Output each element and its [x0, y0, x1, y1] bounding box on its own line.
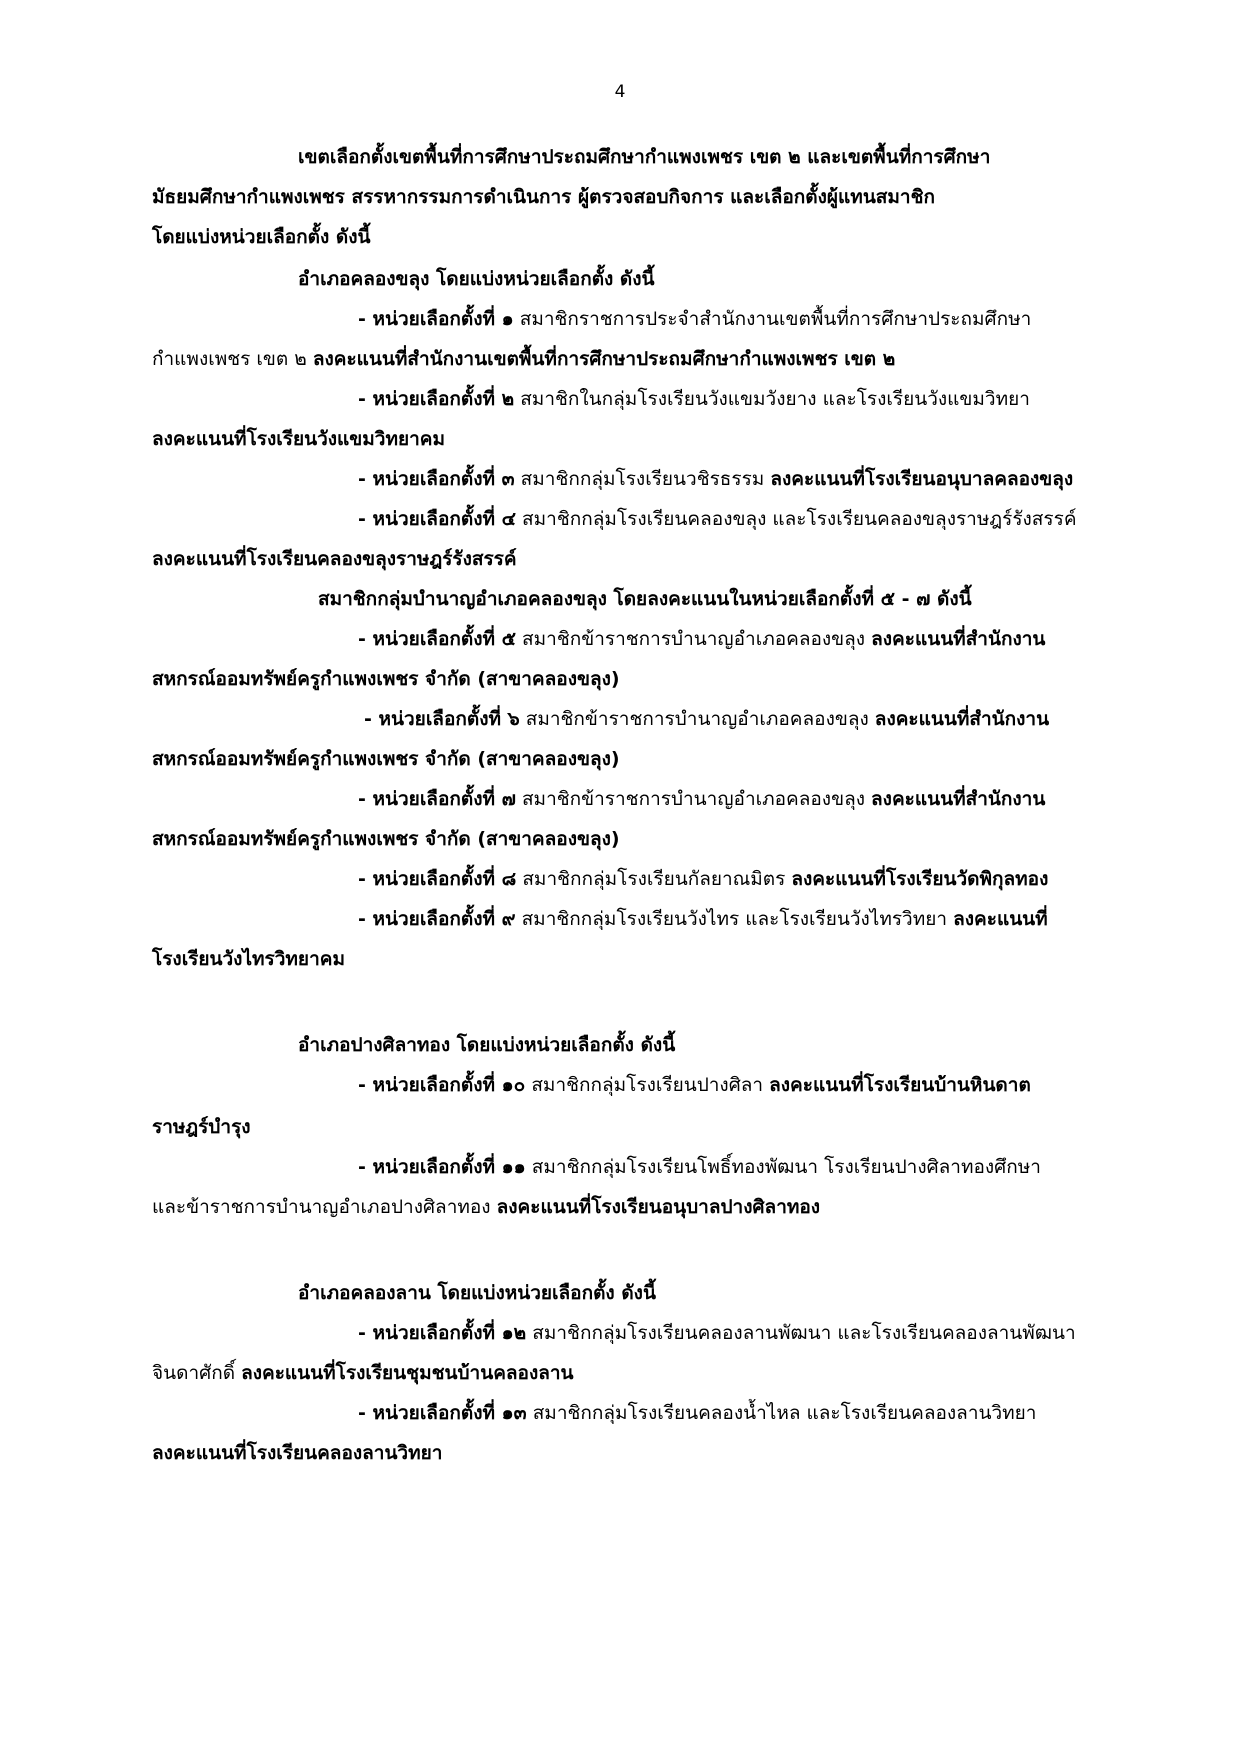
unit-10-location-cont: ราษฎร์บำรุง [152, 1116, 251, 1138]
unit-3-line [358, 464, 1073, 494]
unit-2-text: สมาชิกในกลุ่มโรงเรียนวังแขมวังยาง และโรงเรียนวังแขมวิทยา [514, 388, 1030, 410]
unit-6-location-cont: สหกรณ์ออมทรัพย์ครูกำแพงเพชร จำกัด (สาขาคลองขลุง) [152, 748, 620, 770]
unit-1-location: ลงคะแนนที่สำนักงานเขตพื้นที่การศึกษาประถมศึกษากำแพงเพชร เขต ๒ [312, 348, 896, 370]
unit-7-line [358, 784, 1045, 814]
unit-2-line [358, 384, 1030, 414]
unit-6-label: - หน่วยเลือกตั้งที่ ๖ [364, 708, 520, 730]
unit-5-line [358, 624, 1045, 654]
unit-10-location: ลงคะแนนที่โรงเรียนบ้านหินดาต [769, 1074, 1031, 1096]
unit-5-location: ลงคะแนนที่สำนักงาน [871, 628, 1046, 650]
unit-13-text: สมาชิกกลุ่มโรงเรียนคลองน้ำไหล และโรงเรียนคลองลานวิทยา [526, 1402, 1037, 1424]
unit-10-label: - หน่วยเลือกตั้งที่ ๑๐ [358, 1074, 526, 1096]
unit-9-label: - หน่วยเลือกตั้งที่ ๙ [358, 908, 516, 930]
unit-7-text: สมาชิกข้าราชการบำนาญอำเภอคลองขลุง [515, 788, 872, 810]
intro-line-1: เขตเลือกตั้งเขตพื้นที่การศึกษาประถมศึกษากำแพงเพชร เขต ๒ และเขตพื้นที่การศึกษา [298, 146, 991, 168]
unit-11-label: - หน่วยเลือกตั้งที่ ๑๑ [358, 1156, 526, 1178]
intro-line-2: มัธยมศึกษากำแพงเพชร สรรหากรรมการดำเนินการ ผู้ตรวจสอบกิจการ และเลือกตั้งผู้แทนสมาชิก [152, 186, 935, 208]
unit-3-label: - หน่วยเลือกตั้งที่ ๓ [358, 468, 515, 490]
unit-1-cont: กำแพงเพชร เขต ๒ [152, 348, 313, 370]
unit-13-line [358, 1398, 1036, 1428]
unit-8-line [358, 864, 1048, 894]
unit-1-label: - หน่วยเลือกตั้งที่ ๑ [358, 308, 514, 330]
unit-12-location: ลงคะแนนที่โรงเรียนชุมชนบ้านคลองลาน [241, 1362, 574, 1384]
unit-4-label: - หน่วยเลือกตั้งที่ ๔ [358, 508, 517, 530]
unit-8-text: สมาชิกกลุ่มโรงเรียนกัลยาณมิตร [516, 868, 792, 890]
unit-6-text: สมาชิกข้าราชการบำนาญอำเภอคลองขลุง [519, 708, 875, 730]
unit-11-cont: และข้าราชการบำนาญอำเภอปางศิลาทอง [152, 1196, 497, 1218]
unit-1-continuation [152, 344, 895, 374]
unit-7-location-cont: สหกรณ์ออมทรัพย์ครูกำแพงเพชร จำกัด (สาขาคลองขลุง) [152, 828, 620, 850]
unit-8-location: ลงคะแนนที่โรงเรียนวัดพิกุลทอง [791, 868, 1049, 890]
unit-2-label: - หน่วยเลือกตั้งที่ ๒ [358, 388, 515, 410]
unit-13-label: - หน่วยเลือกตั้งที่ ๑๓ [358, 1402, 527, 1424]
unit-7-location: ลงคะแนนที่สำนักงาน [871, 788, 1046, 810]
unit-9-line [358, 904, 1048, 934]
unit-11-text: สมาชิกกลุ่มโรงเรียนโพธิ์ทองพัฒนา โรงเรียนปางศิลาทองศึกษา [525, 1156, 1041, 1178]
unit-4-line [358, 504, 1077, 534]
unit-12-line [358, 1318, 1076, 1348]
unit-6-line [364, 704, 1049, 734]
unit-5-text: สมาชิกข้าราชการบำนาญอำเภอคลองขลุง [516, 628, 872, 650]
unit-3-location: ลงคะแนนที่โรงเรียนอนุบาลคลองขลุง [770, 468, 1074, 490]
unit-11-line [358, 1152, 1041, 1182]
unit-7-label: - หน่วยเลือกตั้งที่ ๗ [358, 788, 516, 810]
district-heading-pang-sila-thong: อำเภอปางศิลาทอง โดยแบ่งหน่วยเลือกตั้ง ดังนี้ [298, 1034, 676, 1056]
unit-12-text: สมาชิกกลุ่มโรงเรียนคลองลานพัฒนา และโรงเรียนคลองลานพัฒนา [526, 1322, 1076, 1344]
unit-11-continuation [152, 1192, 820, 1222]
unit-9-location-cont: โรงเรียนวังไทรวิทยาคม [152, 948, 345, 970]
district-heading-khlong-khlung: อำเภอคลองขลุง โดยแบ่งหน่วยเลือกตั้ง ดังนี้ [298, 268, 655, 290]
district-heading-khlong-lan: อำเภอคลองลาน โดยแบ่งหน่วยเลือกตั้ง ดังนี้ [298, 1282, 656, 1304]
intro-line-3: โดยแบ่งหน่วยเลือกตั้ง ดังนี้ [152, 226, 371, 248]
unit-3-text: สมาชิกกลุ่มโรงเรียนวชิรธรรม [514, 468, 771, 490]
unit-1-text: สมาชิกราชการประจำสำนักงานเขตพื้นที่การศึกษาประถมศึกษา [513, 308, 1032, 330]
unit-10-text: สมาชิกกลุ่มโรงเรียนปางศิลา [525, 1074, 770, 1096]
unit-9-location: ลงคะแนนที่ [953, 908, 1048, 930]
unit-11-location: ลงคะแนนที่โรงเรียนอนุบาลปางศิลาทอง [496, 1196, 821, 1218]
unit-2-location: ลงคะแนนที่โรงเรียนวังแขมวิทยาคม [152, 428, 446, 450]
unit-1-line [358, 304, 1031, 334]
unit-12-continuation [152, 1358, 574, 1388]
unit-5-label: - หน่วยเลือกตั้งที่ ๕ [358, 628, 517, 650]
unit-8-label: - หน่วยเลือกตั้งที่ ๘ [358, 868, 517, 890]
unit-4-text: สมาชิกกลุ่มโรงเรียนคลองขลุง และโรงเรียนคลองขลุงราษฎร์รังสรรค์ [516, 508, 1077, 530]
pension-group-heading: สมาชิกกลุ่มบำนาญอำเภอคลองขลุง โดยลงคะแนนในหน่วยเลือกตั้งที่ ๕ - ๗ ดังนี้ [318, 588, 972, 610]
page-number: 4 [614, 82, 626, 102]
unit-6-location: ลงคะแนนที่สำนักงาน [874, 708, 1050, 730]
unit-5-location-cont: สหกรณ์ออมทรัพย์ครูกำแพงเพชร จำกัด (สาขาคลองขลุง) [152, 668, 620, 690]
unit-10-line [358, 1070, 1031, 1100]
unit-9-text: สมาชิกกลุ่มโรงเรียนวังไทร และโรงเรียนวังไทรวิทยา [515, 908, 954, 930]
unit-13-location: ลงคะแนนที่โรงเรียนคลองลานวิทยา [152, 1442, 443, 1464]
unit-12-cont: จินดาศักดิ์ [152, 1362, 242, 1384]
unit-12-label: - หน่วยเลือกตั้งที่ ๑๒ [358, 1322, 527, 1344]
unit-4-location: ลงคะแนนที่โรงเรียนคลองขลุงราษฎร์รังสรรค์ [152, 548, 517, 570]
